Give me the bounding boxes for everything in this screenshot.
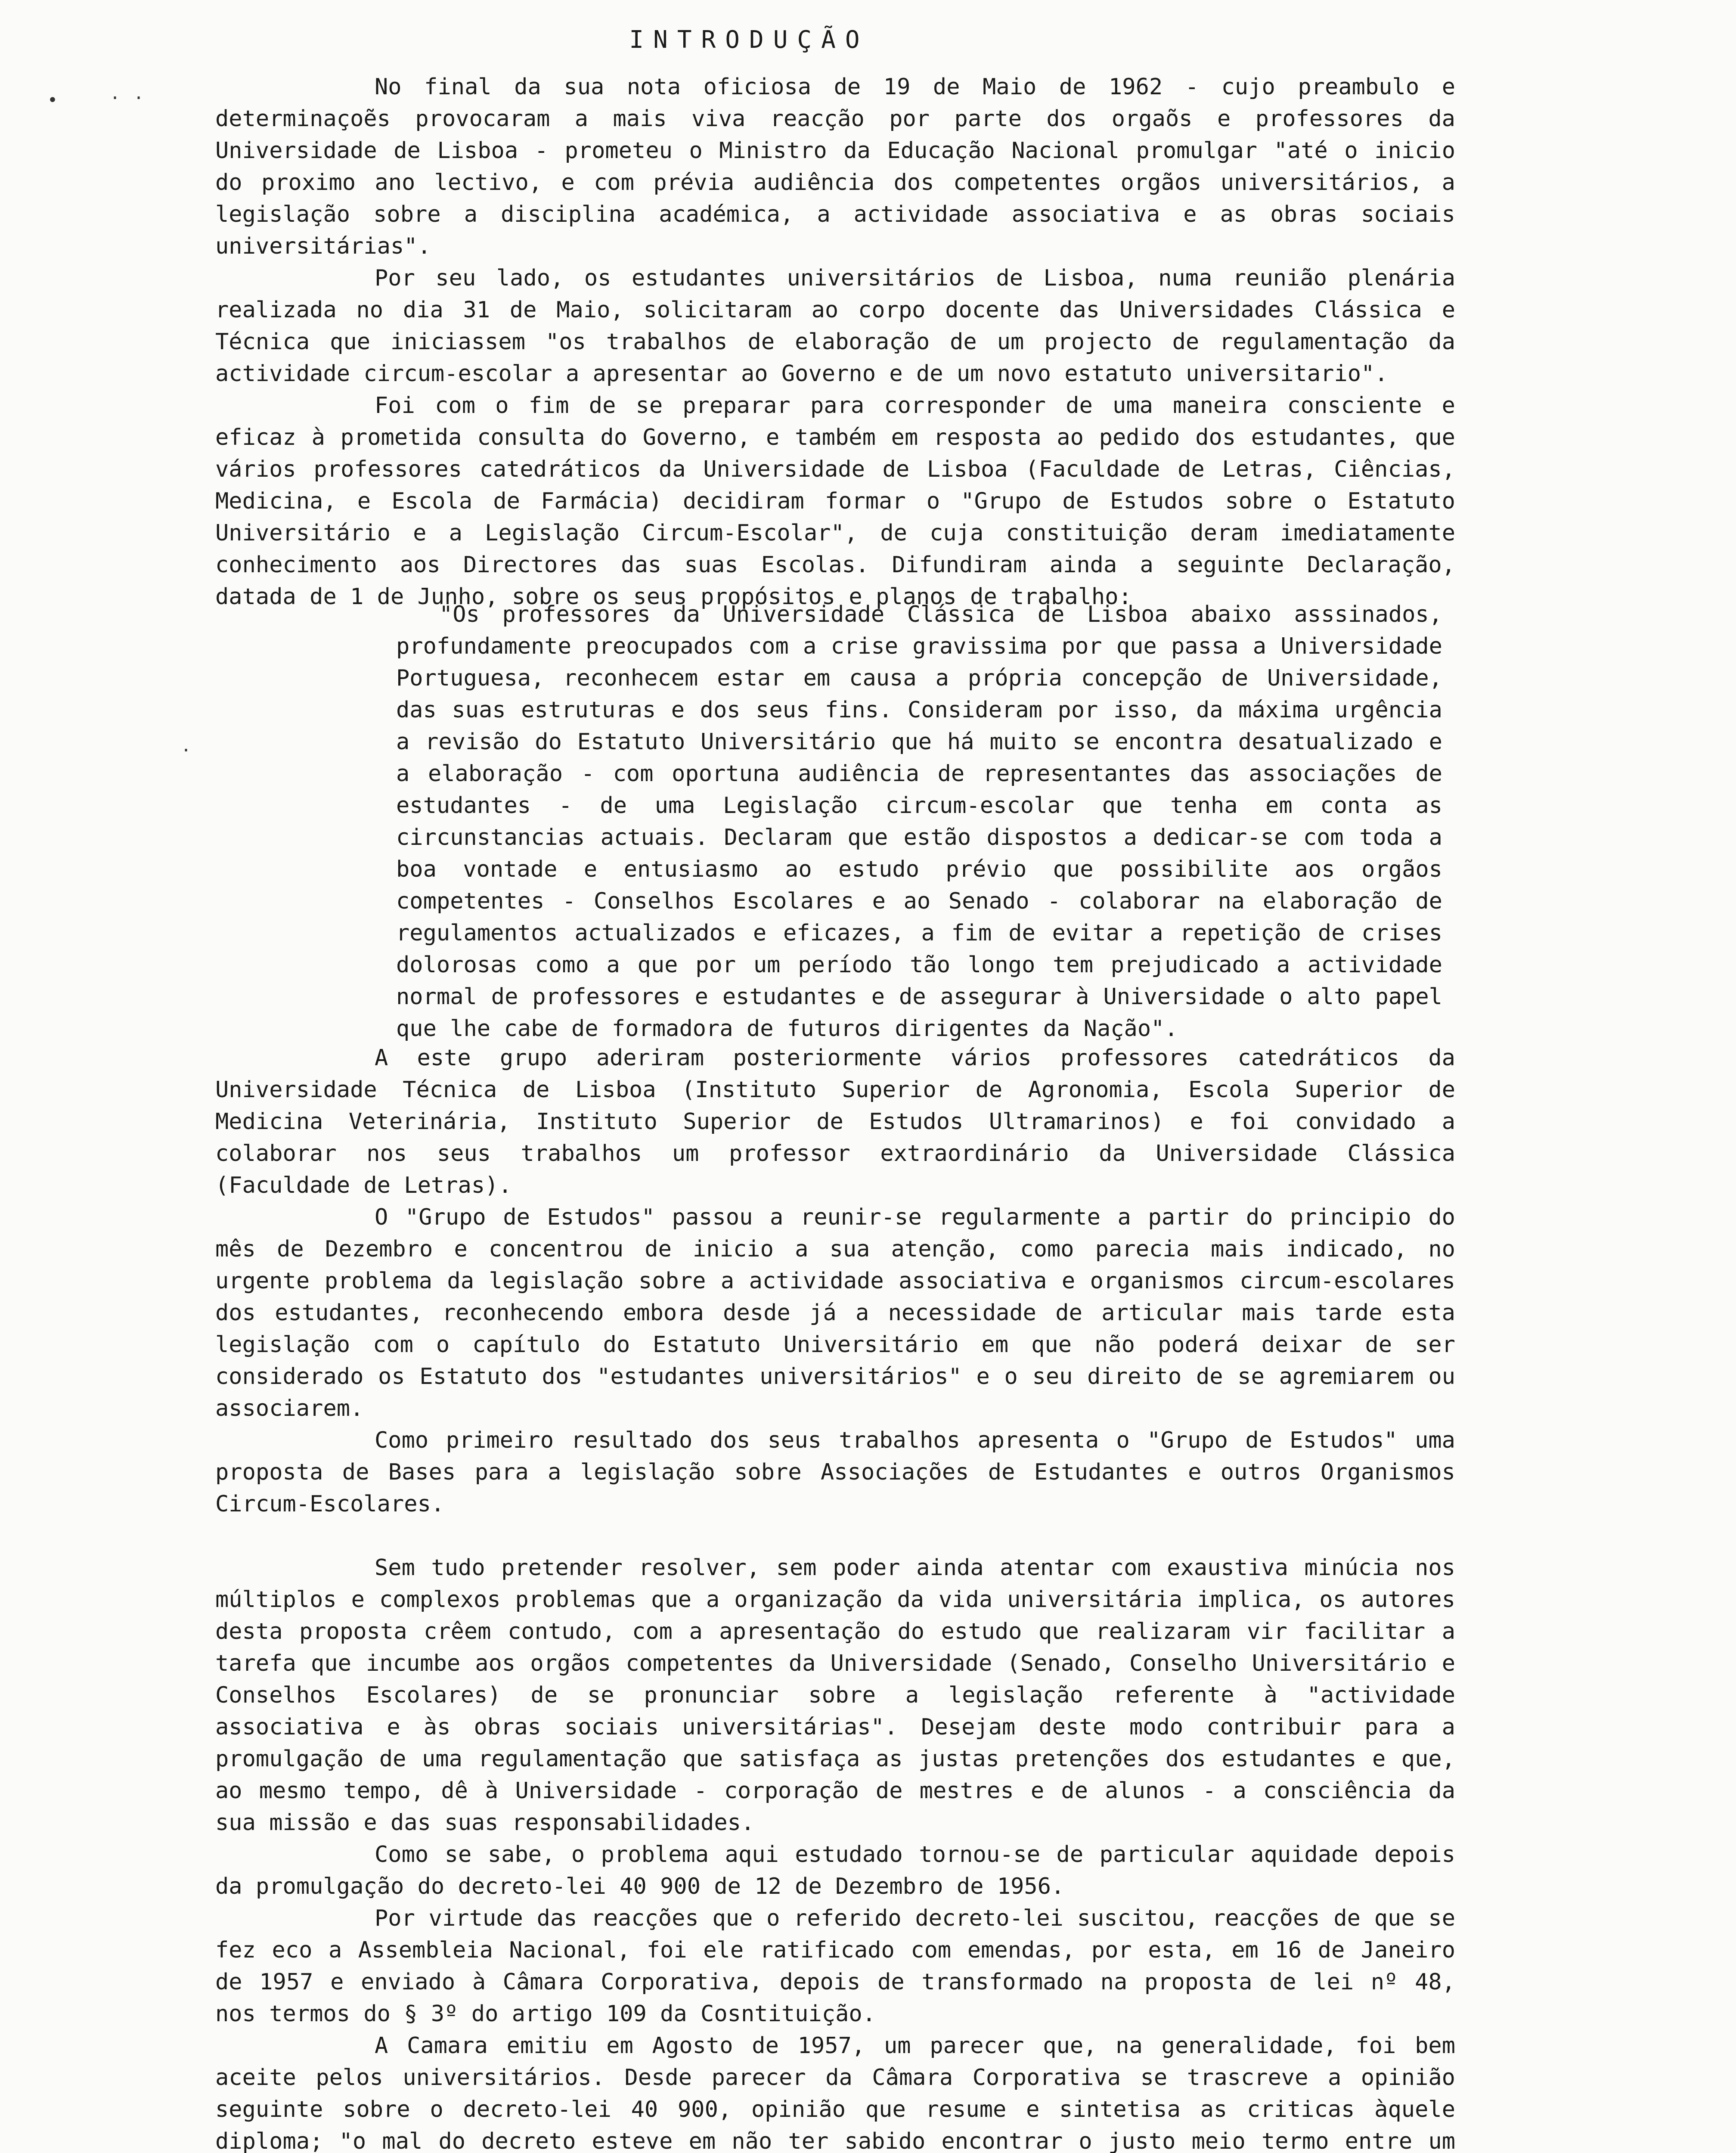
paragraph: Por seu lado, os estudantes universitários de Lisboa, numa reunião plenária realizada no dia 31 de Maio, solicitaram ao corpo docente das Universidades Clássica e Técnica que iniciassem "os trabalhos de elaboração de um projecto de regulamentação da actividade circum-escolar a apresentar ao Governo e de um novo estatuto universitario". xyxy=(215,265,1455,387)
margin-mark: • xyxy=(47,90,58,110)
paragraph: Como primeiro resultado dos seus trabalhos apresenta o "Grupo de Estudos" uma proposta de Bases para a legislação sobre Associações de Estudantes e outros Organismos Circum-Escolares. xyxy=(215,1427,1455,1517)
paragraph: Como se sabe, o problema aqui estudado tornou-se de particular aquidade depois da promulgação do decreto-lei 40 900 de 12 de Dezembro de 1956. xyxy=(215,1842,1455,1899)
paragraph: Por virtude das reacções que o referido decreto-lei suscitou, reacções de que se fez eco a Assembleia Nacional, foi ele ratificado com emendas, por esta, em 16 de Janeiro de 1957 e enviado à Câmara Corporativa, depois de transformado na proposta de lei nº 48, nos termos do § 3º do artigo 109 da Cosntituição. xyxy=(215,1905,1455,2027)
paragraph: No final da sua nota oficiosa de 19 de Maio de 1962 - cujo preambulo e determinaçoẽs provocaram a mais viva reacção por parte dos orgaõs e professores da Universidade de Lisboa - prometeu o Ministro da Educação Nacional promulgar "até o inicio do proximo ano lectivo, e com prévia audiência dos competentes orgãos universitários, a legislação sobre a disciplina académica, a actividade associativa e as obras sociais universitárias". xyxy=(215,74,1455,259)
paragraph: A este grupo aderiram posteriormente vários professores catedráticos da Universidade Técnica de Lisboa (Instituto Superior de Agronomia, Escola Superior de Medicina Veterinária, Instituto Superior de Estudos Ultramarinos) e foi convidado a colaborar nos seus trabalhos um professor extraordinário da Universidade Clássica (Faculdade de Letras). xyxy=(215,1045,1455,1198)
margin-mark: · xyxy=(133,88,144,108)
body-text-top xyxy=(215,71,1455,613)
margin-mark: · xyxy=(181,741,192,760)
quoted-declaration xyxy=(396,599,1442,1045)
quote-text: "Os professores da Universidade Clássica de Lisboa abaixo asssinados, profundamente preocupados com a crise gravissima por que passa a Universidade Portuguesa, reconhecem estar em causa a própria concepção de Universidade, das suas estruturas e dos seus fins. Consideram por isso, da máxima urgência a revisão do Estatuto Universitário que há muito se encontra desatualizado e a elaboração - com oportuna audiência de representantes das associações de estudantes - de uma Legislação circum-escolar que tenha em conta as circunstancias actuais. Declaram que estão dispostos a dedicar-se com toda a boa vontade e entusiasmo ao estudo prévio que possibilite aos orgãos competentes - Conselhos Escolares e ao Senado - colaborar na elaboração de regulamentos actualizados e eficazes, a fim de evitar a repetição de crises dolorosas como a que por um período tão longo tem prejudicado a actividade normal de professores e estudantes e de assegurar à Universidade o alto papel que lhe cabe de formadora de futuros dirigentes da Nação". xyxy=(396,602,1442,1042)
paragraph: A Camara emitiu em Agosto de 1957, um parecer que, na generalidade, foi bem aceite pelos universitários. Desde parecer da Câmara Corporativa se trascreve a opinião seguinte sobre o decreto-lei 40 900, opinião que resume e sintetisa as criticas àquele diploma; "o mal do decreto esteve em não ter sabido encontrar o justo meio termo entre um xyxy=(215,2033,1455,2153)
paragraph: O "Grupo de Estudos" passou a reunir-se regularmente a partir do principio do mês de Dezembro e concentrou de inicio a sua atenção, como parecia mais indicado, no urgente problema da legislação sobre a actividade associativa e organismos circum-escolares dos estudantes, reconhecendo embora desde já a necessidade de articular mais tarde esta legislação com o capítulo do Estatuto Universitário em que não poderá deixar de ser considerado os Estatuto dos "estudantes universitários" e o seu direito de se agremiarem ou associarem. xyxy=(215,1204,1455,1421)
margin-mark: · xyxy=(110,88,121,108)
body-text-bottom xyxy=(215,1042,1455,2153)
document-title: INTRODUÇÃO xyxy=(629,26,869,54)
paragraph: Sem tudo pretender resolver, sem poder ainda atentar com exaustiva minúcia nos múltiplos e complexos problemas que a organização da vida universitária implica, os autores desta proposta crêem contudo, com a apresentação do estudo que realizaram vir facilitar a tarefa que incumbe aos orgãos competentes da Universidade (Senado, Conselho Universitário e Conselhos Escolares) de se pronunciar sobre a legislação referente à "actividade associativa e às obras sociais universitárias". Desejam deste modo contribuir para a promulgação de uma regulamentação que satisfaça as justas pretenções dos estudantes e que, ao mesmo tempo, dê à Universidade - corporação de mestres e de alunos - a consciência da sua missão e das suas responsabilidades. xyxy=(215,1555,1455,1836)
paragraph: Foi com o fim de se preparar para corresponder de uma maneira consciente e eficaz à prometida consulta do Governo, e também em resposta ao pedido dos estudantes, que vários professores catedráticos da Universidade de Lisboa (Faculdade de Letras, Ciências, Medicina, e Escola de Farmácia) decidiram formar o "Grupo de Estudos sobre o Estatuto Universitário e a Legislação Circum-Escolar", de cuja constituição deram imediatamente conhecimento aos Directores das suas Escolas. Difundiram ainda a seguinte Declaração, datada de 1 de Junho, sobre os seus propósitos e planos de trabalho: xyxy=(215,393,1455,610)
